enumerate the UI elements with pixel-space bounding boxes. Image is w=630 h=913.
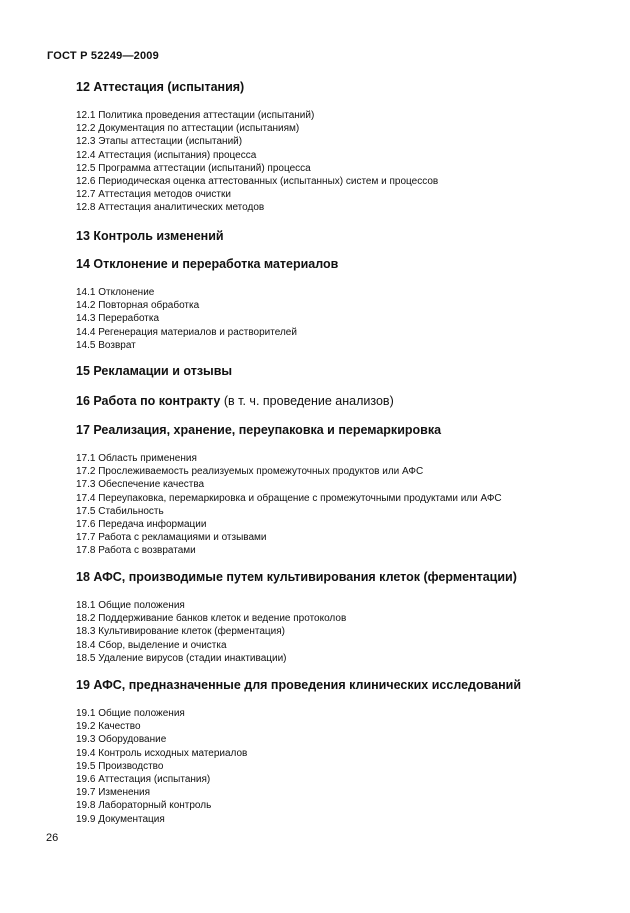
subsection-list xyxy=(76,707,521,826)
section-16 xyxy=(76,394,394,409)
list-item: 19.3 Оборудование xyxy=(76,734,167,746)
list-item: 12.8 Аттестация аналитических методов xyxy=(76,202,265,214)
list-item: 17.5 Стабильность xyxy=(76,505,164,517)
list-item: 19.5 Производство xyxy=(76,760,164,772)
list-item: 19.6 Аттестация (испытания) xyxy=(76,774,211,786)
subsection-list xyxy=(76,599,517,665)
list-item: 17.3 Обеспечение качества xyxy=(76,479,205,491)
section-15 xyxy=(76,364,232,379)
list-item: 12.3 Этапы аттестации (испытаний) xyxy=(76,136,243,148)
section-title-suffix: (в т. ч. проведение анализов) xyxy=(223,394,394,408)
list-item: 17.2 Прослеживаемость реализуемых промежуточных продуктов или АФС xyxy=(76,466,424,478)
section-title-main: 16 Работа по контракту xyxy=(76,394,221,408)
document-code: ГОСТ Р 52249—2009 xyxy=(47,50,159,62)
list-item: 17.8 Работа с возвратами xyxy=(76,545,196,557)
section-title: 18 АФС, производимые путем культивирования клеток (ферментации) xyxy=(76,570,517,584)
subsection-list xyxy=(76,286,338,352)
list-item: 18.3 Культивирование клеток (ферментация) xyxy=(76,626,285,638)
list-item: 19.4 Контроль исходных материалов xyxy=(76,747,248,759)
list-item: 12.5 Программа аттестации (испытаний) процесса xyxy=(76,162,311,174)
list-item: 12.7 Аттестация методов очистки xyxy=(76,189,231,201)
list-item: 18.5 Удаление вирусов (стадии инактивации) xyxy=(76,652,287,664)
section-title: 15 Рекламации и отзывы xyxy=(76,364,233,378)
section-title: 19 АФС, предназначенные для проведения клинических исследований xyxy=(76,678,522,692)
subsection-list xyxy=(76,109,438,215)
list-item: 12.6 Периодическая оценка аттестованных (испытанных) систем и процессов xyxy=(76,176,439,188)
subsection-list xyxy=(76,452,502,558)
list-item: 14.2 Повторная обработка xyxy=(76,300,200,312)
list-item: 14.4 Регенерация материалов и растворителей xyxy=(76,326,297,338)
section-19 xyxy=(76,678,521,826)
list-item: 18.1 Общие положения xyxy=(76,600,185,611)
list-item: 12.1 Политика проведения аттестации (испытаний) xyxy=(76,110,315,121)
section-18 xyxy=(76,570,517,665)
list-item: 19.1 Общие положения xyxy=(76,708,185,719)
section-title: 17 Реализация, хранение, переупаковка и перемаркировка xyxy=(76,423,442,437)
list-item: 17.6 Передача информации xyxy=(76,519,207,531)
page-number: 26 xyxy=(46,832,59,844)
list-item: 14.1 Отклонение xyxy=(76,287,155,298)
list-item: 18.2 Поддерживание банков клеток и ведение протоколов xyxy=(76,613,347,625)
section-title: 12 Аттестация (испытания) xyxy=(76,80,245,94)
section-13 xyxy=(76,229,224,244)
list-item: 17.4 Переупаковка, перемаркировка и обращение с промежуточными продуктами или АФС xyxy=(76,492,502,504)
list-item: 19.2 Качество xyxy=(76,721,141,733)
section-title xyxy=(76,394,394,409)
list-item: 19.7 Изменения xyxy=(76,787,151,799)
list-item: 12.4 Аттестация (испытания) процесса xyxy=(76,149,257,161)
list-item: 17.7 Работа с рекламациями и отзывами xyxy=(76,532,267,544)
section-14 xyxy=(76,257,338,352)
section-12 xyxy=(76,80,438,215)
section-title: 14 Отклонение и переработка материалов xyxy=(76,257,339,271)
section-17 xyxy=(76,423,502,558)
list-item: 19.8 Лабораторный контроль xyxy=(76,800,212,812)
list-item: 19.9 Документация xyxy=(76,813,165,825)
section-title: 13 Контроль изменений xyxy=(76,229,224,243)
list-item: 17.1 Область применения xyxy=(76,453,197,464)
list-item: 14.5 Возврат xyxy=(76,339,136,351)
list-item: 18.4 Сбор, выделение и очистка xyxy=(76,639,227,651)
list-item: 12.2 Документация по аттестации (испытаниям) xyxy=(76,123,300,135)
list-item: 14.3 Переработка xyxy=(76,313,160,325)
